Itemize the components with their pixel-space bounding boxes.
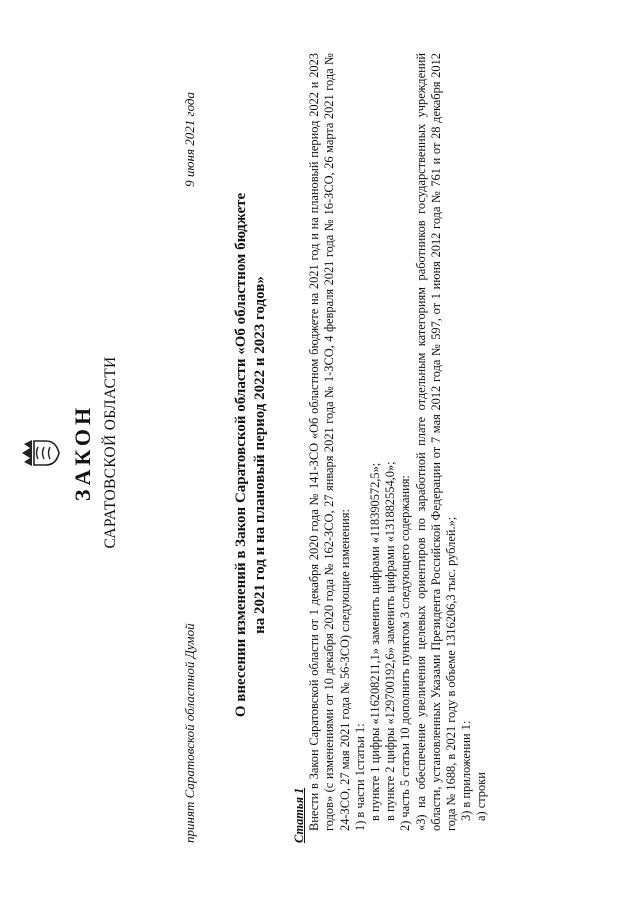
paragraph-intro: Внести в Закон Саратовской области от 1 декабря 2020 года № 141-ЗСО «Об областном бюджете на 2021 год и на плановый период 2022 и 2023 годов» (с изменениями от 10 декабря 2020 года № 162-ЗСО, 27 января 2021 года № 1-ЗСО, 4 февраля 2021 года № 16-ЗСО, 26 марта 2021 года № 24-ЗСО, 27 мая 2021 года № 56-ЗСО) следующие изменения: [307, 53, 352, 831]
paragraph-item3: 3) в приложении 1: [459, 720, 474, 821]
act-title [232, 105, 270, 805]
adopted-by: принят Саратовской областной Думой [182, 623, 197, 843]
paragraph-item2: 2) часть 5 статьи 10 дополнить пунктом 3 следующего содержания: [398, 475, 413, 831]
paragraph-item1-b: в пункте 2 цифры «129700192,6» заменить цифрами «131882554,0»; [383, 461, 398, 821]
region-subtitle: САРАТОВСКОЙ ОБЛАСТИ [102, 356, 119, 549]
law-title: ЗАКОН [70, 403, 95, 502]
paragraph-item3-a: а) строки [474, 772, 489, 821]
act-title-line1: О внесении изменений в Закон Саратовской области «Об областном бюджете [233, 192, 249, 718]
document-body [292, 53, 490, 843]
article-heading: Статья 1 [292, 787, 306, 843]
paragraph-item2-text: «3) на обеспечение увеличения целевых ориентиров по заработной плате отдельным категориям работников государственных учреждений области, установленных Указами Президента Российской Федерации от 7 мая 2012 года № 597, от 1 июня 2012 года № 761 и от 28 декабря 2012 года № 1688, в 2021 году в объеме 1316206,3 тыс. рублей.»; [413, 53, 459, 831]
act-title-line2: на 2021 год и на плановый период 2022 и 2023 годов» [252, 276, 268, 634]
paragraph-item1: 1) в части 1статьи 1: [352, 723, 367, 831]
date: 9 июня 2021 года [182, 92, 197, 187]
paragraph-item1-a: в пункте 1 цифры «116208211,1» заменить цифрами «118390572,5»; [368, 462, 383, 821]
coat-of-arms-icon [20, 436, 60, 470]
